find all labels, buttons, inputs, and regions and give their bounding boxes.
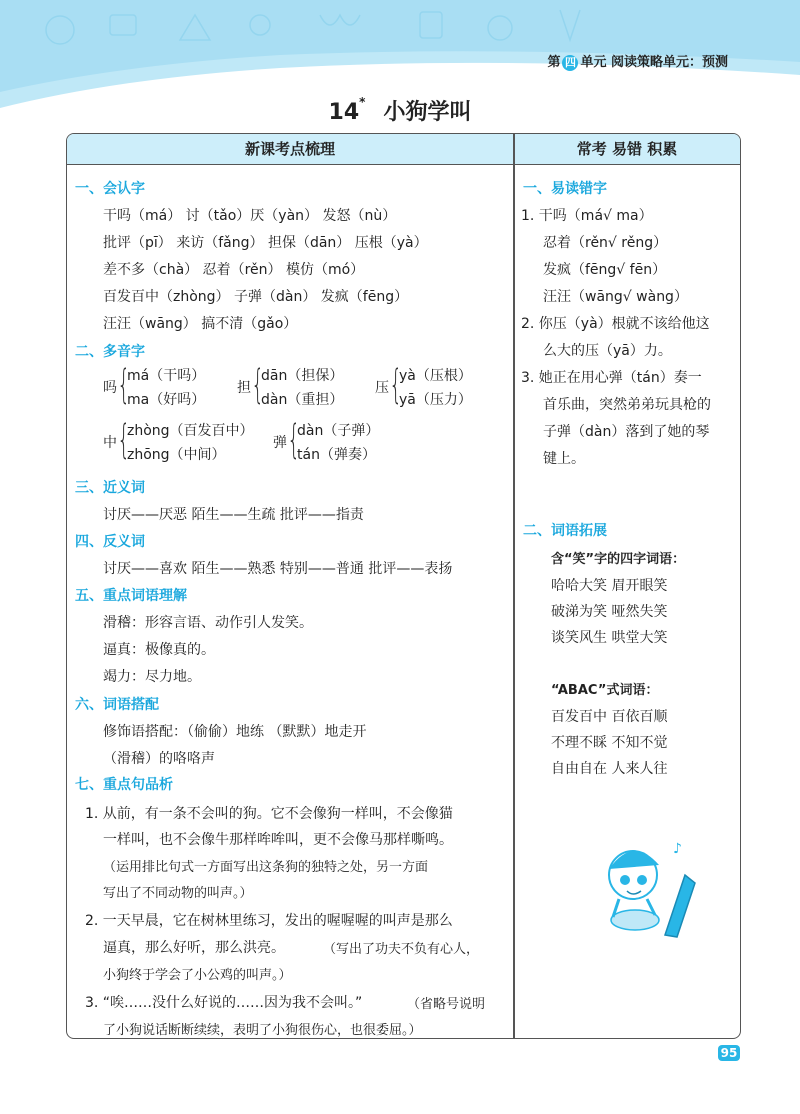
pinxi-note: （运用排比句式一方面写出这条狗的独特之处，另一方面 xyxy=(103,860,429,875)
unit-label xyxy=(547,51,728,71)
section-heading-lijie: 五、重点词语理解 xyxy=(75,588,187,604)
duoyin-reading: zhōng（中间） xyxy=(127,447,226,463)
unit-number-badge: 四 xyxy=(562,55,578,71)
section-heading-yidu: 一、易读错字 xyxy=(523,181,607,197)
cartoon-illustration xyxy=(585,825,705,945)
brace: { xyxy=(389,362,403,408)
yidu-line: 发疯（fēng√ fēn） xyxy=(543,262,667,278)
renzi-line: 汪汪（wāng） 搞不清（gǎo） xyxy=(103,316,298,332)
duoyin-char: 弹 xyxy=(273,435,287,451)
duoyin-char: 压 xyxy=(375,380,389,396)
yidu-line: 汪汪（wāng√ wàng） xyxy=(543,289,688,305)
content-frame xyxy=(66,133,741,1039)
section-heading-renzi: 一、会认字 xyxy=(75,181,145,197)
pinxi-note: （写出了功夫不负有心人， xyxy=(323,942,480,957)
yidu-line: 忍着（rěn√ rěng） xyxy=(543,235,668,251)
yidu-line: 子弹（dàn）落到了她的琴 xyxy=(543,424,710,440)
duoyin-char: 中 xyxy=(103,435,117,451)
svg-text:♪: ♪ xyxy=(673,841,682,857)
brace: { xyxy=(117,362,131,408)
lesson-name: 小狗学叫 xyxy=(383,100,472,125)
brace: { xyxy=(287,417,301,463)
right-column-header: 常考 易错 积累 xyxy=(514,134,740,165)
pinxi-sentence: 逼真，那么好听，那么洪亮。 xyxy=(103,940,285,956)
duoyin-char: 担 xyxy=(237,380,251,396)
yidu-line: 首乐曲，突然弟弟玩具枪的 xyxy=(543,397,711,413)
abac-line: 百发百中 百依百顺 xyxy=(551,709,668,725)
lijie-line: 滑稽：形容言语、动作引人发笑。 xyxy=(103,615,313,631)
pinxi-sentence: 3. “唉……没什么好说的……因为我不会叫。” xyxy=(85,995,363,1011)
pinxi-note: （省略号说明 xyxy=(407,997,486,1012)
renzi-line: 差不多（chà） 忍着（rěn） 模仿（mó） xyxy=(103,262,365,278)
pinxi-note: 小狗终于学会了小公鸡的叫声。） xyxy=(103,968,292,983)
yidu-line: 3. 她正在用心弹（tán）奏一 xyxy=(521,370,702,386)
renzi-line: 批评（pī） 来访（fǎng） 担保（dān） 压根（yà） xyxy=(103,235,428,251)
duoyin-reading: yà（压根） xyxy=(399,368,472,384)
unit-prefix: 第 xyxy=(547,55,561,70)
column-divider xyxy=(513,134,515,1038)
lesson-number: 14 xyxy=(328,100,360,125)
subheading-abac: “ABAC”式词语： xyxy=(551,683,659,698)
duoyin-reading: dān（担保） xyxy=(261,368,344,384)
brace: { xyxy=(251,362,265,408)
section-heading-duoyin: 二、多音字 xyxy=(75,344,145,360)
xiao-line: 哈哈大笑 眉开眼笑 xyxy=(551,578,668,594)
dapei-line: 修饰语搭配：（偷偷）地练 （默默）地走开 xyxy=(103,724,367,740)
pinxi-sentence: 一样叫，也不会像牛那样哞哞叫，更不会像马那样嘶鸣。 xyxy=(103,832,453,848)
duoyin-char: 吗 xyxy=(103,380,117,396)
abac-line: 自由自在 人来人往 xyxy=(551,761,668,777)
lijie-line: 逼真：极像真的。 xyxy=(103,642,215,658)
lijie-line: 竭力：尽力地。 xyxy=(103,669,201,685)
lesson-title xyxy=(0,95,800,126)
duoyin-reading: má（干吗） xyxy=(127,368,206,384)
duoyin-reading: dàn（子弹） xyxy=(297,423,380,439)
xiao-line: 破涕为笑 哑然失笑 xyxy=(551,604,668,620)
pinxi-note: 了小狗说话断断续续，表明了小狗很伤心，也很委屈。） xyxy=(103,1023,422,1038)
xiao-line: 谈笑风生 哄堂大笑 xyxy=(551,630,668,646)
yidu-line: 1. 干吗（má√ ma） xyxy=(521,208,653,224)
dapei-line: （滑稽）的咯咯声 xyxy=(103,751,215,767)
lesson-star: * xyxy=(359,95,366,109)
section-heading-tuozhan: 二、词语拓展 xyxy=(523,523,607,539)
yidu-line: 么大的压（yā）力。 xyxy=(543,343,672,359)
pinxi-note: 写出了不同动物的叫声。） xyxy=(103,886,253,901)
section-heading-jinyi: 三、近义词 xyxy=(75,480,145,496)
pinxi-sentence: 1. 从前，有一条不会叫的狗。它不会像狗一样叫，不会像猫 xyxy=(85,806,453,822)
jinyi-line: 讨厌——厌恶 陌生——生疏 批评——指责 xyxy=(103,507,364,523)
left-column-header: 新课考点梳理 xyxy=(67,134,513,165)
yidu-line: 2. 你压（yà）根就不该给他这 xyxy=(521,316,710,332)
unit-suffix: 单元 阅读策略单元：预测 xyxy=(580,55,728,70)
duoyin-reading: dàn（重担） xyxy=(261,392,344,408)
renzi-line: 百发百中（zhòng） 子弹（dàn） 发疯（fēng） xyxy=(103,289,409,305)
pinxi-sentence: 2. 一天早晨，它在树林里练习，发出的喔喔喔的叫声是那么 xyxy=(85,913,453,929)
section-heading-pinxi: 七、重点句品析 xyxy=(75,777,173,793)
yidu-line: 键上。 xyxy=(543,451,585,467)
subheading-xiao: 含“笑”字的四字词语： xyxy=(551,552,686,567)
duoyin-reading: zhòng（百发百中） xyxy=(127,423,254,439)
page-number: 95 xyxy=(718,1045,740,1061)
duoyin-reading: ma（好吗） xyxy=(127,392,206,408)
abac-line: 不理不睬 不知不觉 xyxy=(551,735,668,751)
section-heading-dapei: 六、词语搭配 xyxy=(75,697,159,713)
renzi-line: 干吗（má） 讨（tǎo）厌（yàn） 发怒（nù） xyxy=(103,208,397,224)
duoyin-reading: tán（弹奏） xyxy=(297,447,376,463)
fanyi-line: 讨厌——喜欢 陌生——熟悉 特别——普通 批评——表扬 xyxy=(103,561,453,577)
duoyin-reading: yā（压力） xyxy=(399,392,472,408)
brace: { xyxy=(117,417,131,463)
section-heading-fanyi: 四、反义词 xyxy=(75,534,145,550)
